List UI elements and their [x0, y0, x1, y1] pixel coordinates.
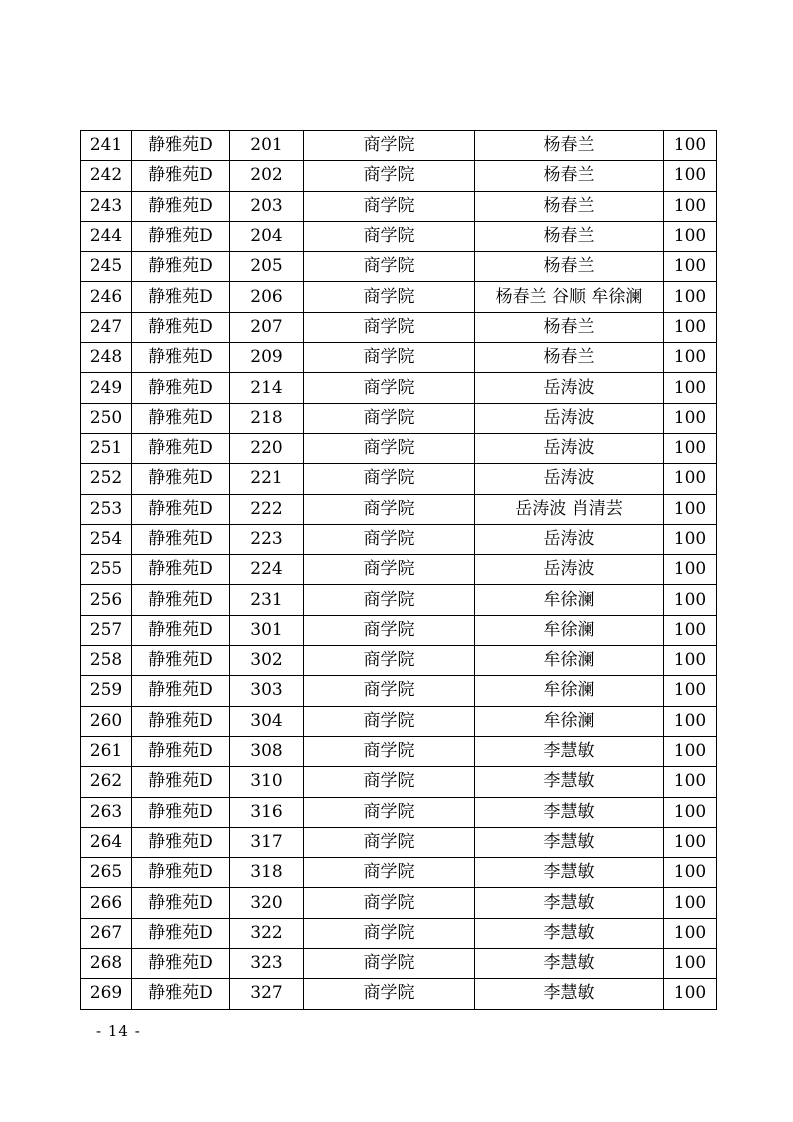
table-row [81, 949, 717, 979]
room-cell: 202 [230, 161, 304, 191]
row-index-cell: 256 [81, 585, 132, 615]
table-row [81, 646, 717, 676]
building-cell: 静雅苑D [132, 585, 230, 615]
score-cell: 100 [664, 767, 717, 797]
room-cell: 223 [230, 524, 304, 554]
score-cell: 100 [664, 888, 717, 918]
table-row [81, 403, 717, 433]
table-row [81, 797, 717, 827]
college-cell: 商学院 [304, 888, 475, 918]
room-cell: 322 [230, 918, 304, 948]
room-cell: 231 [230, 585, 304, 615]
college-cell: 商学院 [304, 555, 475, 585]
counselor-cell: 李慧敏 [475, 767, 664, 797]
room-cell: 203 [230, 191, 304, 221]
building-cell: 静雅苑D [132, 252, 230, 282]
table-row [81, 252, 717, 282]
score-cell: 100 [664, 676, 717, 706]
row-index-cell: 265 [81, 858, 132, 888]
row-index-cell: 253 [81, 494, 132, 524]
room-cell: 303 [230, 676, 304, 706]
building-cell: 静雅苑D [132, 676, 230, 706]
college-cell: 商学院 [304, 221, 475, 251]
room-cell: 207 [230, 312, 304, 342]
row-index-cell: 243 [81, 191, 132, 221]
college-cell: 商学院 [304, 131, 475, 161]
score-cell: 100 [664, 706, 717, 736]
table-row [81, 433, 717, 463]
score-cell: 100 [664, 918, 717, 948]
score-cell: 100 [664, 524, 717, 554]
room-cell: 201 [230, 131, 304, 161]
score-cell: 100 [664, 615, 717, 645]
room-cell: 205 [230, 252, 304, 282]
counselor-cell: 岳涛波 [475, 433, 664, 463]
room-cell: 224 [230, 555, 304, 585]
score-cell: 100 [664, 858, 717, 888]
building-cell: 静雅苑D [132, 979, 230, 1009]
building-cell: 静雅苑D [132, 767, 230, 797]
score-cell: 100 [664, 949, 717, 979]
score-cell: 100 [664, 464, 717, 494]
counselor-cell: 杨春兰 [475, 312, 664, 342]
building-cell: 静雅苑D [132, 827, 230, 857]
row-index-cell: 266 [81, 888, 132, 918]
counselor-cell: 李慧敏 [475, 949, 664, 979]
score-cell: 100 [664, 555, 717, 585]
building-cell: 静雅苑D [132, 403, 230, 433]
room-cell: 301 [230, 615, 304, 645]
building-cell: 静雅苑D [132, 343, 230, 373]
college-cell: 商学院 [304, 646, 475, 676]
college-cell: 商学院 [304, 706, 475, 736]
college-cell: 商学院 [304, 312, 475, 342]
college-cell: 商学院 [304, 282, 475, 312]
table-row [81, 312, 717, 342]
score-cell: 100 [664, 736, 717, 766]
building-cell: 静雅苑D [132, 555, 230, 585]
row-index-cell: 262 [81, 767, 132, 797]
college-cell: 商学院 [304, 524, 475, 554]
college-cell: 商学院 [304, 767, 475, 797]
room-cell: 209 [230, 343, 304, 373]
page-number: - 14 - [96, 1022, 141, 1040]
college-cell: 商学院 [304, 827, 475, 857]
table-row [81, 767, 717, 797]
score-cell: 100 [664, 433, 717, 463]
counselor-cell: 杨春兰 [475, 161, 664, 191]
building-cell: 静雅苑D [132, 433, 230, 463]
row-index-cell: 268 [81, 949, 132, 979]
college-cell: 商学院 [304, 464, 475, 494]
counselor-cell: 牟徐澜 [475, 646, 664, 676]
college-cell: 商学院 [304, 494, 475, 524]
room-cell: 316 [230, 797, 304, 827]
row-index-cell: 264 [81, 827, 132, 857]
building-cell: 静雅苑D [132, 373, 230, 403]
room-cell: 320 [230, 888, 304, 918]
table-row [81, 888, 717, 918]
score-cell: 100 [664, 252, 717, 282]
row-index-cell: 252 [81, 464, 132, 494]
room-cell: 327 [230, 979, 304, 1009]
college-cell: 商学院 [304, 918, 475, 948]
counselor-cell: 牟徐澜 [475, 615, 664, 645]
table-row [81, 343, 717, 373]
building-cell: 静雅苑D [132, 131, 230, 161]
row-index-cell: 261 [81, 736, 132, 766]
row-index-cell: 247 [81, 312, 132, 342]
score-cell: 100 [664, 131, 717, 161]
table-row [81, 676, 717, 706]
table-row [81, 494, 717, 524]
college-cell: 商学院 [304, 615, 475, 645]
score-cell: 100 [664, 979, 717, 1009]
score-cell: 100 [664, 191, 717, 221]
table-row [81, 524, 717, 554]
college-cell: 商学院 [304, 949, 475, 979]
room-cell: 221 [230, 464, 304, 494]
building-cell: 静雅苑D [132, 221, 230, 251]
row-index-cell: 259 [81, 676, 132, 706]
table-row [81, 555, 717, 585]
row-index-cell: 246 [81, 282, 132, 312]
counselor-cell: 杨春兰 [475, 131, 664, 161]
score-cell: 100 [664, 646, 717, 676]
building-cell: 静雅苑D [132, 191, 230, 221]
counselor-cell: 岳涛波 [475, 403, 664, 433]
counselor-cell: 李慧敏 [475, 888, 664, 918]
table-row [81, 191, 717, 221]
counselor-cell: 杨春兰 [475, 191, 664, 221]
college-cell: 商学院 [304, 736, 475, 766]
building-cell: 静雅苑D [132, 706, 230, 736]
counselor-cell: 李慧敏 [475, 736, 664, 766]
college-cell: 商学院 [304, 433, 475, 463]
building-cell: 静雅苑D [132, 949, 230, 979]
row-index-cell: 250 [81, 403, 132, 433]
college-cell: 商学院 [304, 676, 475, 706]
counselor-cell: 杨春兰 谷顺 牟徐澜 [475, 282, 664, 312]
counselor-cell: 李慧敏 [475, 797, 664, 827]
row-index-cell: 269 [81, 979, 132, 1009]
score-cell: 100 [664, 403, 717, 433]
building-cell: 静雅苑D [132, 888, 230, 918]
room-cell: 302 [230, 646, 304, 676]
score-cell: 100 [664, 312, 717, 342]
score-cell: 100 [664, 343, 717, 373]
counselor-cell: 杨春兰 [475, 221, 664, 251]
building-cell: 静雅苑D [132, 646, 230, 676]
counselor-cell: 岳涛波 肖清芸 [475, 494, 664, 524]
building-cell: 静雅苑D [132, 161, 230, 191]
dorm-table [80, 130, 717, 1010]
table-row [81, 858, 717, 888]
counselor-cell: 李慧敏 [475, 827, 664, 857]
table-row [81, 373, 717, 403]
counselor-cell: 李慧敏 [475, 918, 664, 948]
college-cell: 商学院 [304, 403, 475, 433]
row-index-cell: 251 [81, 433, 132, 463]
room-cell: 310 [230, 767, 304, 797]
room-cell: 318 [230, 858, 304, 888]
score-cell: 100 [664, 373, 717, 403]
building-cell: 静雅苑D [132, 282, 230, 312]
table-row [81, 827, 717, 857]
row-index-cell: 241 [81, 131, 132, 161]
score-cell: 100 [664, 494, 717, 524]
building-cell: 静雅苑D [132, 918, 230, 948]
counselor-cell: 杨春兰 [475, 252, 664, 282]
row-index-cell: 258 [81, 646, 132, 676]
table-row [81, 221, 717, 251]
row-index-cell: 244 [81, 221, 132, 251]
score-cell: 100 [664, 282, 717, 312]
row-index-cell: 242 [81, 161, 132, 191]
college-cell: 商学院 [304, 343, 475, 373]
table-row [81, 282, 717, 312]
counselor-cell: 李慧敏 [475, 979, 664, 1009]
table-body [81, 131, 717, 1010]
counselor-cell: 牟徐澜 [475, 706, 664, 736]
row-index-cell: 263 [81, 797, 132, 827]
room-cell: 222 [230, 494, 304, 524]
row-index-cell: 267 [81, 918, 132, 948]
building-cell: 静雅苑D [132, 858, 230, 888]
table-row [81, 161, 717, 191]
building-cell: 静雅苑D [132, 494, 230, 524]
college-cell: 商学院 [304, 191, 475, 221]
room-cell: 220 [230, 433, 304, 463]
room-cell: 214 [230, 373, 304, 403]
room-cell: 206 [230, 282, 304, 312]
college-cell: 商学院 [304, 979, 475, 1009]
room-cell: 308 [230, 736, 304, 766]
college-cell: 商学院 [304, 797, 475, 827]
counselor-cell: 杨春兰 [475, 343, 664, 373]
table-row [81, 585, 717, 615]
counselor-cell: 岳涛波 [475, 373, 664, 403]
row-index-cell: 255 [81, 555, 132, 585]
table-row [81, 464, 717, 494]
college-cell: 商学院 [304, 161, 475, 191]
counselor-cell: 岳涛波 [475, 555, 664, 585]
counselor-cell: 岳涛波 [475, 524, 664, 554]
room-cell: 304 [230, 706, 304, 736]
building-cell: 静雅苑D [132, 797, 230, 827]
row-index-cell: 260 [81, 706, 132, 736]
score-cell: 100 [664, 585, 717, 615]
dorm-table-container [80, 130, 716, 1010]
counselor-cell: 岳涛波 [475, 464, 664, 494]
row-index-cell: 249 [81, 373, 132, 403]
table-row [81, 736, 717, 766]
table-row [81, 131, 717, 161]
score-cell: 100 [664, 797, 717, 827]
building-cell: 静雅苑D [132, 312, 230, 342]
room-cell: 323 [230, 949, 304, 979]
counselor-cell: 李慧敏 [475, 858, 664, 888]
score-cell: 100 [664, 221, 717, 251]
counselor-cell: 牟徐澜 [475, 585, 664, 615]
counselor-cell: 牟徐澜 [475, 676, 664, 706]
building-cell: 静雅苑D [132, 615, 230, 645]
row-index-cell: 245 [81, 252, 132, 282]
college-cell: 商学院 [304, 252, 475, 282]
table-row [81, 615, 717, 645]
table-row [81, 918, 717, 948]
table-row [81, 706, 717, 736]
score-cell: 100 [664, 161, 717, 191]
room-cell: 204 [230, 221, 304, 251]
room-cell: 218 [230, 403, 304, 433]
building-cell: 静雅苑D [132, 464, 230, 494]
building-cell: 静雅苑D [132, 736, 230, 766]
room-cell: 317 [230, 827, 304, 857]
row-index-cell: 257 [81, 615, 132, 645]
score-cell: 100 [664, 827, 717, 857]
row-index-cell: 254 [81, 524, 132, 554]
table-row [81, 979, 717, 1009]
college-cell: 商学院 [304, 858, 475, 888]
college-cell: 商学院 [304, 585, 475, 615]
row-index-cell: 248 [81, 343, 132, 373]
building-cell: 静雅苑D [132, 524, 230, 554]
college-cell: 商学院 [304, 373, 475, 403]
